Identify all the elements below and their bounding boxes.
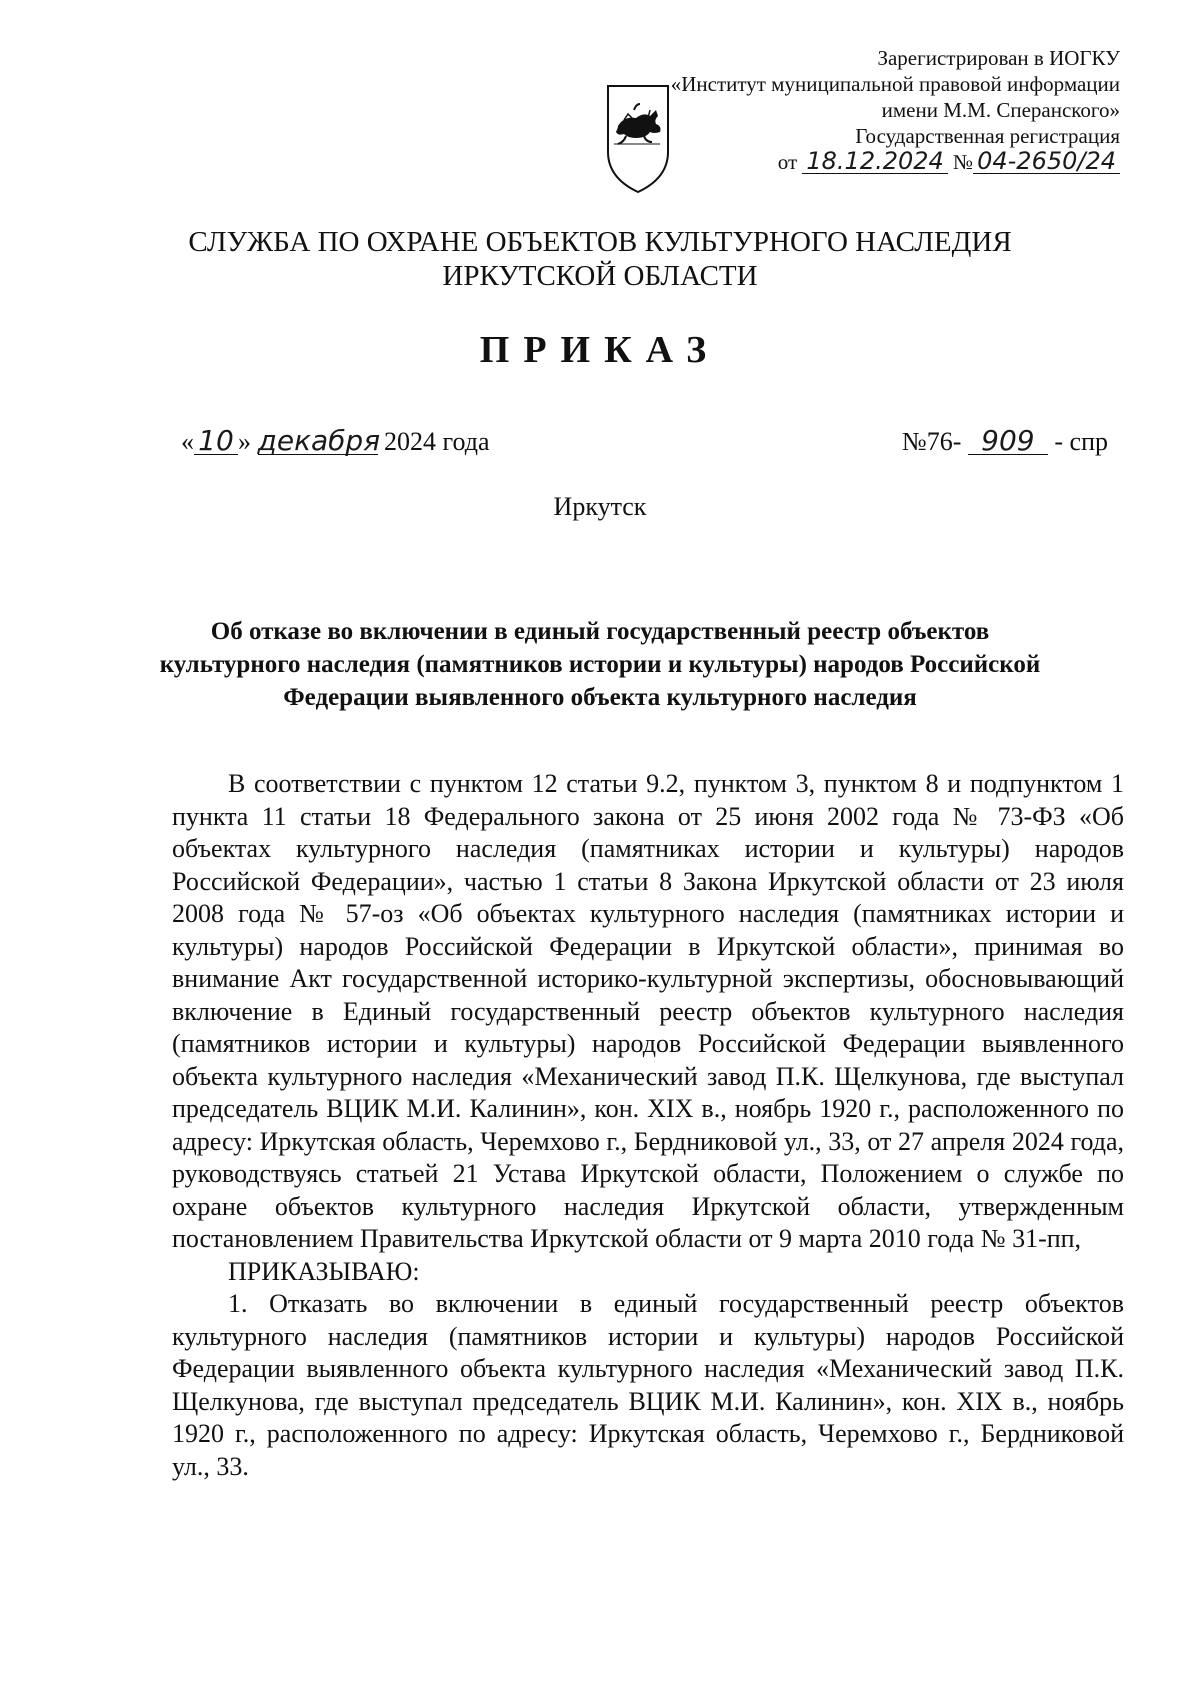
order-number-prefix: №76- bbox=[901, 427, 962, 456]
registration-line-1: Зарегистрирован в ИОГКУ bbox=[877, 46, 1120, 70]
agency-title bbox=[0, 225, 1200, 293]
order-word: ПРИКАЗЫВАЮ: bbox=[228, 1256, 420, 1286]
preamble-paragraph: В соответствии с пунктом 12 статьи 9.2, пунктом 3, пунктом 8 и подпунктом 1 пункта 11 статьи 18 Федерального закона от 25 июня 2002 года № 73-ФЗ «Об объектах культурного наследия (памятниках истории и культуры) народов Российской Федерации», частью 1 статьи 8 Закона Иркутской области от 23 июля 2008 года № 57-оз «Об объектах культурного наследия (памятниках истории и культуры) народов Российской Федерации в Иркутской области», принимая во внимание Акт государственной историко-культурной экспертизы, обосновывающий включение в Единый государственный реестр объектов культурного наследия (памятников истории и культуры) народов Российской Федерации выявленного объекта культурного наследия «Механический завод П.К. Щелкунова, где выступал председатель ВЦИК М.И. Калинин», кон. XIX в., ноябрь 1920 г., расположенного по адресу: Иркутская область, Черемхово г., Бердниковой ул., 33, от 27 апреля 2024 года, руководствуясь статьей 21 Устава Иркутской области, Положением о службе по охране объектов культурного наследия Иркутской области, утвержденным постановлением Правительства Иркутской области от 9 марта 2010 года № 31-пп, bbox=[172, 769, 1124, 1253]
date-month: декабря bbox=[257, 424, 381, 457]
agency-title-line-2: ИРКУТСКОЙ ОБЛАСТИ bbox=[442, 260, 758, 292]
registration-no-label: № bbox=[953, 150, 974, 174]
date-day: 10 bbox=[194, 428, 238, 455]
order-item-1: 1. Отказать во включении в единый государственный реестр объектов культурного наследия (памятников истории и культуры) народов Российской Федерации выявленного объекта культурного наследия «Механический завод П.К. Щелкунова, где выступал председатель ВЦИК М.И. Калинин», кон. XIX в., ноябрь 1920 г., расположенного по адресу: Иркутская область, Черемхово г., Бердниковой ул., 33. bbox=[172, 1289, 1124, 1481]
registration-stamp bbox=[671, 45, 1120, 175]
registration-line-3: имени М.М. Сперанского» bbox=[881, 98, 1120, 122]
date-close-quote: » bbox=[238, 427, 251, 456]
registration-line-2: «Институт муниципальной правовой информации bbox=[670, 72, 1120, 96]
agency-title-line-1: СЛУЖБА ПО ОХРАНЕ ОБЪЕКТОВ КУЛЬТУРНОГО НАСЛЕДИЯ bbox=[188, 226, 1012, 258]
order-number-suffix: - спр bbox=[1054, 427, 1108, 456]
registration-date: 18.12.2024 bbox=[802, 149, 947, 174]
registration-line-4: Государственная регистрация bbox=[855, 124, 1120, 148]
order-number bbox=[901, 424, 1108, 457]
order-date bbox=[181, 424, 490, 457]
document-type-title: ПРИКАЗ bbox=[479, 329, 721, 371]
irkutsk-coat-of-arms-icon bbox=[604, 82, 672, 196]
city: Иркутск bbox=[553, 492, 647, 521]
order-body bbox=[172, 768, 1124, 1483]
date-open-quote: « bbox=[181, 427, 194, 456]
registration-number: 04-2650/24 bbox=[973, 149, 1120, 174]
order-heading: Об отказе во включении в единый государственный реестр объектов культурного наследия (памятников истории и культуры) народов Российской Федерации выявленного объекта культурного наследия bbox=[159, 618, 1041, 711]
order-number-value: 909 bbox=[968, 428, 1048, 455]
date-year: 2024 года bbox=[384, 427, 490, 456]
registration-from-label: от bbox=[777, 150, 798, 174]
registration-date-number-row bbox=[671, 149, 1120, 175]
